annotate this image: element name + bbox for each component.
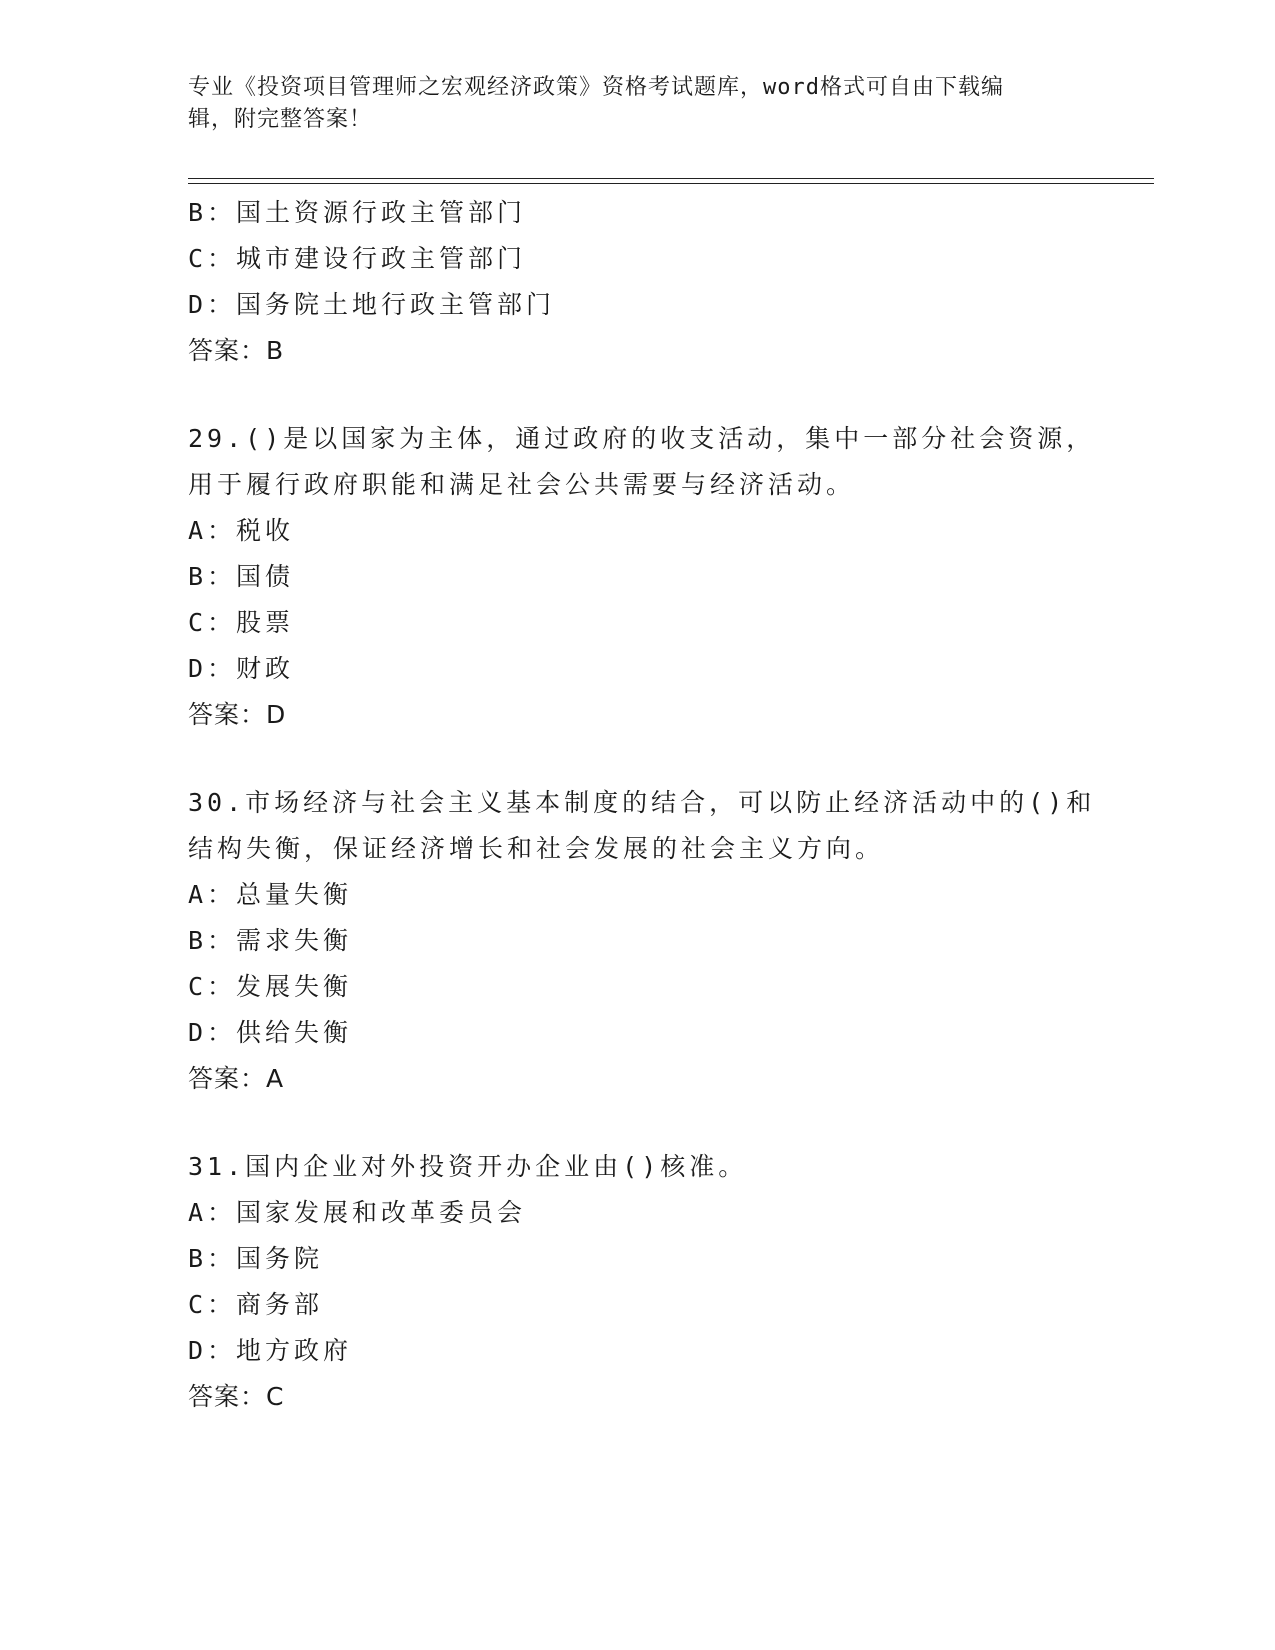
option-c: C：发展失衡 [188,972,353,1001]
question-29 [188,416,1096,738]
option-c: C：城市建设行政主管部门 [188,244,527,273]
option-c: C：股票 [188,608,295,637]
option-a: A：国家发展和改革委员会 [188,1198,527,1227]
option-b: B：国债 [188,562,295,591]
header-divider-top [188,178,1154,179]
question-stem-line-1: 29.()是以国家为主体，通过政府的收支活动，集中一部分社会资源， [188,424,1096,453]
option-b: B：国务院 [188,1244,324,1273]
answer: 答案：A [188,1064,285,1093]
answer: 答案：D [188,700,287,729]
page-header [188,72,1068,136]
question-stem-line-2: 用于履行政府职能和满足社会公共需要与经济活动。 [188,470,856,499]
question-31 [188,1144,1088,1420]
question-list [188,190,1096,1420]
question-stem-line-2: 结构失衡，保证经济增长和社会发展的社会主义方向。 [188,834,885,863]
option-a: A：总量失衡 [188,880,353,909]
question-30 [188,780,1096,1102]
option-d: D：国务院土地行政主管部门 [188,290,556,319]
answer: 答案：B [188,336,285,365]
option-a: A：税收 [188,516,295,545]
option-b: B：需求失衡 [188,926,353,955]
header-line-1: 专业《投资项目管理师之宏观经济政策》资格考试题库，word格式可自由下载编 [188,75,1004,100]
option-c: C：商务部 [188,1290,324,1319]
header-divider-bottom [188,183,1154,184]
question-stem-line-1: 31.国内企业对外投资开办企业由()核准。 [188,1152,748,1181]
option-d: D：地方政府 [188,1336,353,1365]
header-line-2: 辑，附完整答案！ [188,107,373,132]
question-stem-line-1: 30.市场经济与社会主义基本制度的结合，可以防止经济活动中的()和 [188,788,1096,817]
option-d: D：供给失衡 [188,1018,353,1047]
answer: 答案：C [188,1382,285,1411]
question-28-tail [188,190,1088,374]
option-d: D：财政 [188,654,295,683]
option-b: B：国土资源行政主管部门 [188,198,527,227]
